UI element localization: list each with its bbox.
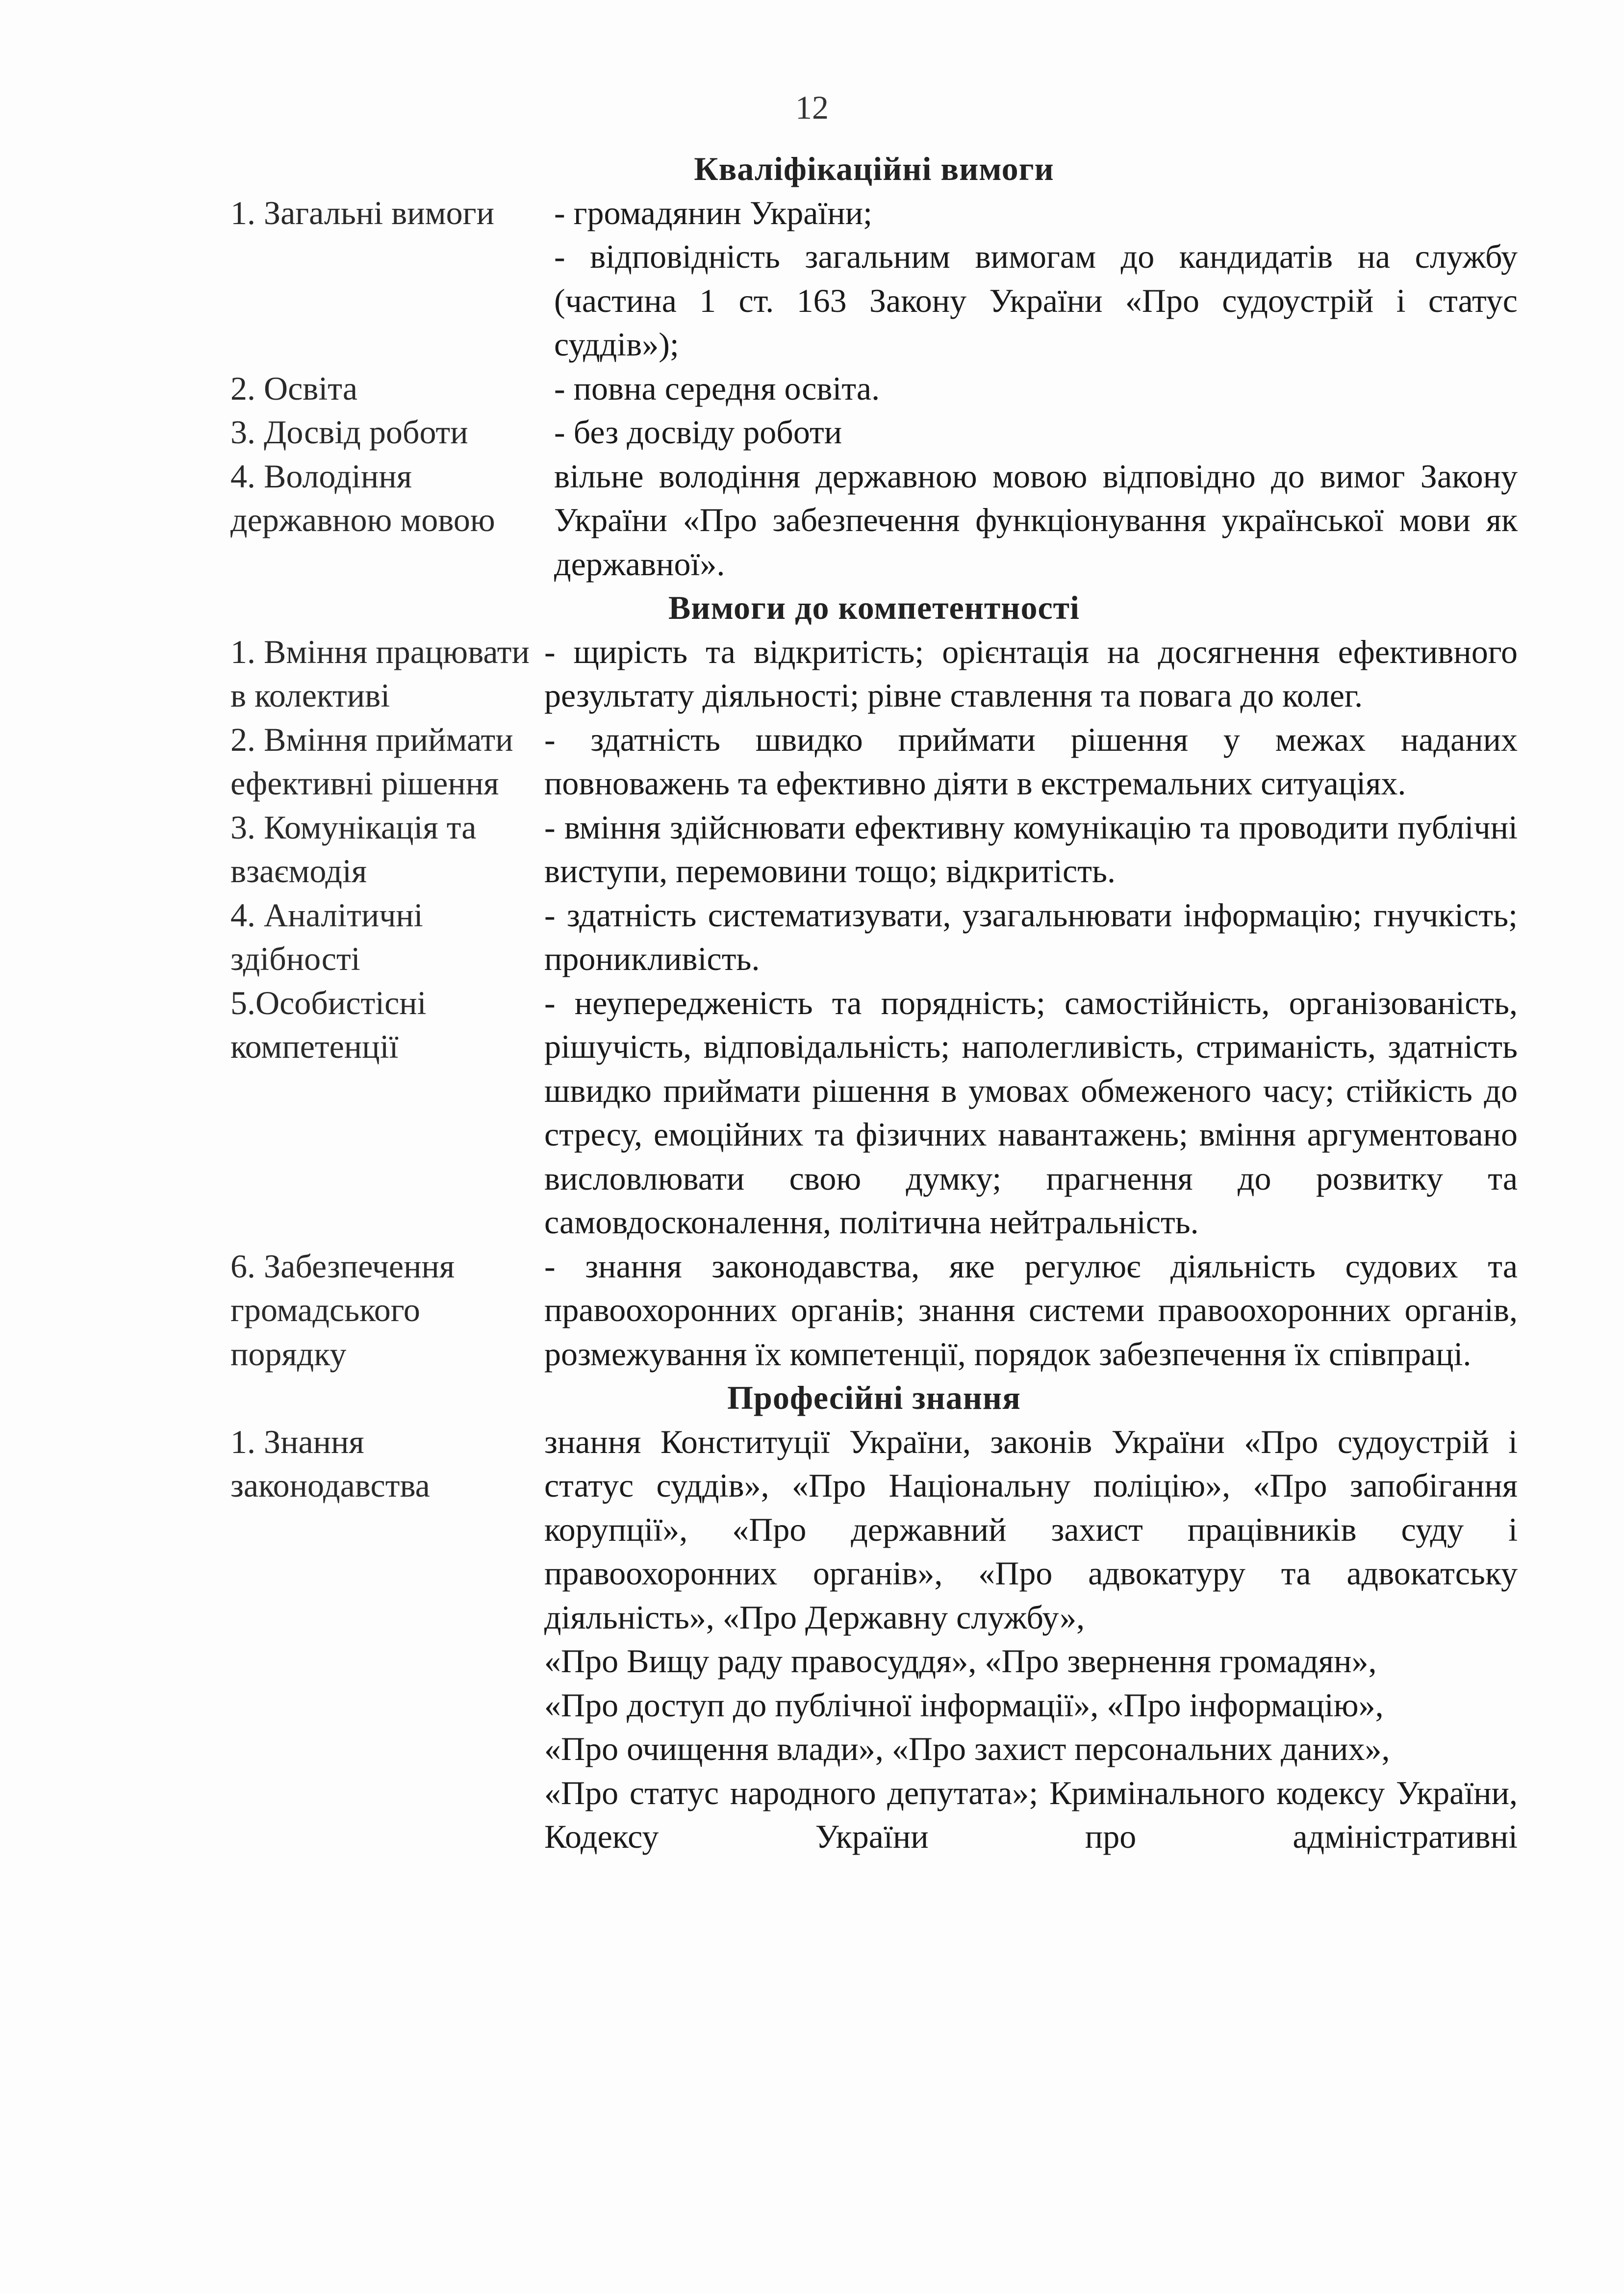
row-value-line: «Про Вищу раду правосуддя», «Про звернення громадян», [544,1642,1377,1680]
row-value: знання Конституції України, законів України «Про судоустрій і статус суддів», «Про Національну поліцію», «Про запобігання корупції», «Про державний захист працівників суду і правоохоронних органів», «Про адвокатуру та адвокатську діяльність», «Про Державну службу», [544,1423,1518,1636]
table-row [230,1245,1518,1376]
row-label: 1. Знання законодавства [230,1423,430,1504]
table-row [230,630,1518,718]
row-value: - здатність швидко приймати рішення у межах наданих повноважень та ефективно діяти в екстремальних ситуаціях. [544,720,1518,802]
row-value-line: «Про статус народного депутата»; Кримінального кодексу України, Кодексу України про адміністративні [544,1774,1518,1855]
row-value-line: «Про очищення влади», «Про захист персональних даних», [544,1730,1390,1767]
table-row [230,718,1518,806]
row-label: 2. Освіта [230,369,358,407]
table-row [230,806,1518,893]
table-row [230,893,1518,981]
row-label: 6. Забезпечення громадського порядку [230,1247,455,1373]
table-row [230,410,1518,455]
table-row [230,235,1518,367]
table-row [230,1420,1518,1859]
row-value: - відповідність загальним вимогам до кандидатів на службу (частина 1 ст. 163 Закону України «Про судоустрій і статус суддів»); [554,238,1518,363]
table-row [230,367,1518,411]
section-title-competence: Вимоги до компетентності [668,589,1080,626]
row-label: 1. Вміння працювати в колективі [230,633,530,714]
table-row [230,981,1518,1245]
row-value: - повна середня освіта. [554,369,880,407]
row-value: - знання законодавства, яке регулює діяльність судових та правоохоронних органів; знання системи правоохоронних органів, розмежування їх компетенції, порядок забезпечення їх співпраці. [544,1247,1518,1373]
row-label: 1. Загальні вимоги [230,194,494,231]
row-value: - громадянин України; [554,194,872,231]
row-label: 4. Аналітичні здібності [230,896,423,977]
row-label: 3. Досвід роботи [230,413,468,451]
row-value: вільне володіння державною мовою відповідно до вимог Закону України «Про забезпечення функціонування української мови як державної». [554,457,1518,583]
table-row [230,455,1518,586]
row-value: - щирість та відкритість; орієнтація на досягнення ефективного результату діяльності; рівне ставлення та повага до колег. [544,633,1518,714]
row-label: 3. Комунікація та взаємодія [230,808,477,890]
table-row [230,191,1518,235]
row-value: - здатність систематизувати, узагальнювати інформацію; гнучкість; проникливість. [544,896,1518,977]
document-body [230,147,1518,1859]
row-label: 2. Вміння приймати ефективні рішення [230,720,513,802]
page-number: 12 [795,89,829,126]
row-value: - неупередженість та порядність; самостійність, організованість, рішучість, відповідальність; наполегливість, стриманість, здатність швидко приймати рішення в умовах обмеженого часу; стійкість до стресу, емоційних та фізичних навантажень; вміння аргументовано висловлювати свою думку; прагнення до розвитку та самовдосконалення, політична нейтральність. [544,984,1518,1241]
row-value-group [544,1420,1518,1859]
row-value: - без досвіду роботи [554,413,842,451]
row-label: 5.Особистісні компетенції [230,984,427,1065]
row-label: 4. Володіння державною мовою [230,457,495,538]
section-title-qualification: Кваліфікаційні вимоги [694,150,1054,187]
row-value: - вміння здійснювати ефективну комунікацію та проводити публічні виступи, перемовини тощо; відкритість. [544,808,1518,890]
row-value-line: «Про доступ до публічної інформації», «Про інформацію», [544,1686,1384,1724]
section-title-professional-knowledge: Професійні знання [727,1379,1021,1416]
